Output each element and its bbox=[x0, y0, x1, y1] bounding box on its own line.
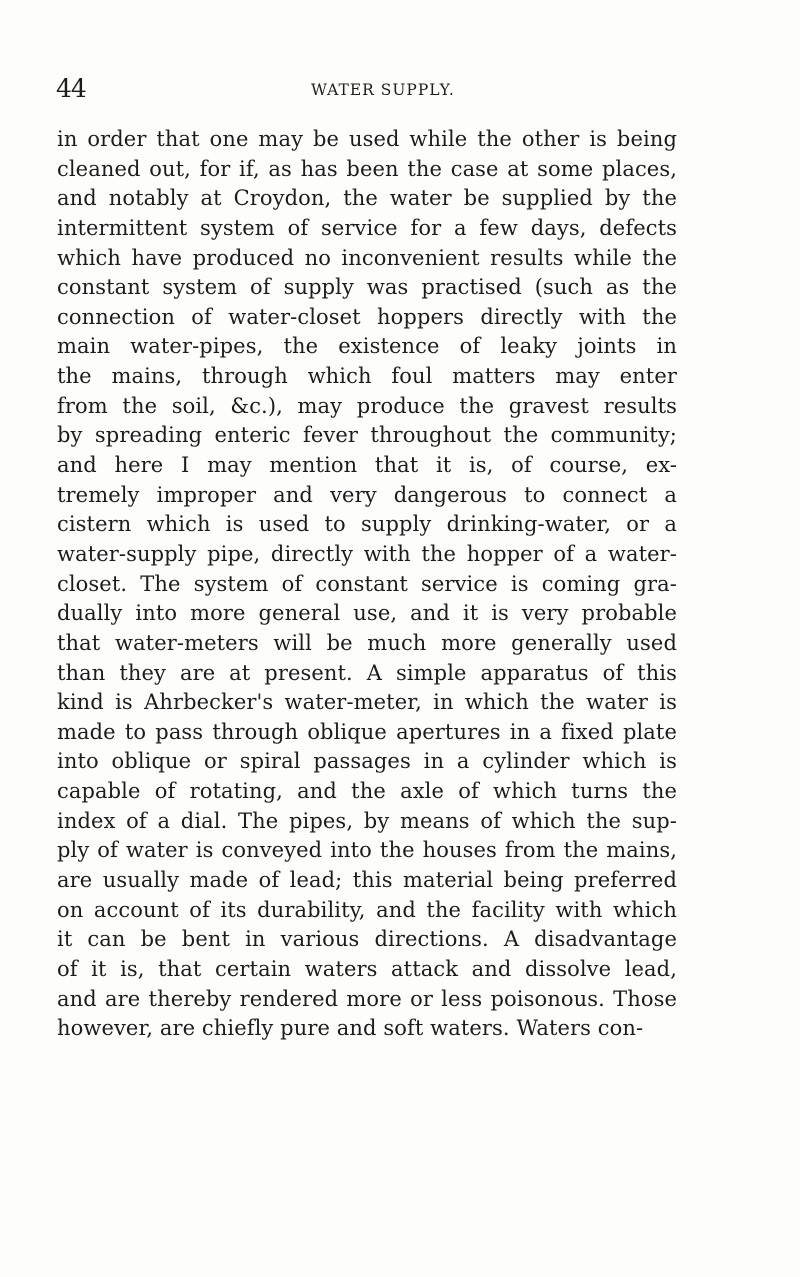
body-paragraph bbox=[57, 125, 677, 1044]
text-line: in order that one may be used while the other is being bbox=[57, 127, 677, 151]
text-line: the mains, through which foul matters may enter bbox=[57, 364, 677, 389]
text-line: that water-meters will be much more generally used bbox=[57, 630, 677, 655]
text-line: closet. The system of constant service is coming gra- bbox=[57, 571, 677, 596]
text-line: made to pass through oblique apertures in a fixed plate bbox=[57, 719, 677, 744]
text-line: and are thereby rendered more or less poisonous. Those bbox=[57, 986, 677, 1011]
text-line: constant system of supply was practised (such as the bbox=[57, 275, 677, 300]
text-line: connection of water-closet hoppers directly with the bbox=[57, 304, 677, 329]
text-line: cistern which is used to supply drinking-water, or a bbox=[57, 512, 677, 537]
text-line: however, are chiefly pure and soft waters. Waters con- bbox=[57, 1016, 644, 1041]
text-line: tremely improper and very dangerous to connect a bbox=[57, 482, 677, 507]
text-line: into oblique or spiral passages in a cylinder which is bbox=[57, 749, 677, 774]
text-line: intermittent system of service for a few days, defects bbox=[57, 215, 677, 240]
text-line: it can be bent in various directions. A disadvantage bbox=[57, 927, 677, 952]
page-number: 44 bbox=[56, 74, 86, 103]
text-line: index of a dial. The pipes, by means of which the sup- bbox=[57, 808, 677, 833]
text-line: kind is Ahrbecker's water-meter, in which the water is bbox=[57, 690, 677, 715]
text-line: of it is, that certain waters attack and dissolve lead, bbox=[57, 956, 677, 981]
text-line: which have produced no inconvenient results while the bbox=[57, 245, 677, 270]
text-line: by spreading enteric fever throughout the community; bbox=[57, 423, 677, 448]
text-line: water-supply pipe, directly with the hopper of a water- bbox=[57, 541, 677, 566]
text-line: are usually made of lead; this material being preferred bbox=[57, 868, 677, 893]
text-line: from the soil, &c.), may produce the gravest results bbox=[57, 393, 677, 418]
running-head: WATER SUPPLY. bbox=[311, 81, 455, 99]
text-line: and here I may mention that it is, of course, ex- bbox=[57, 453, 677, 478]
text-line: capable of rotating, and the axle of which turns the bbox=[57, 779, 677, 804]
text-line: main water-pipes, the existence of leaky joints in bbox=[57, 334, 677, 359]
text-line: and notably at Croydon, the water be supplied by the bbox=[57, 186, 677, 211]
page-header bbox=[56, 74, 676, 104]
text-line: dually into more general use, and it is very probable bbox=[57, 601, 677, 626]
text-line: cleaned out, for if, as has been the case at some places, bbox=[57, 156, 677, 181]
text-line: on account of its durability, and the facility with which bbox=[57, 897, 677, 922]
text-line: ply of water is conveyed into the houses from the mains, bbox=[57, 838, 677, 863]
text-line: than they are at present. A simple apparatus of this bbox=[57, 660, 677, 685]
